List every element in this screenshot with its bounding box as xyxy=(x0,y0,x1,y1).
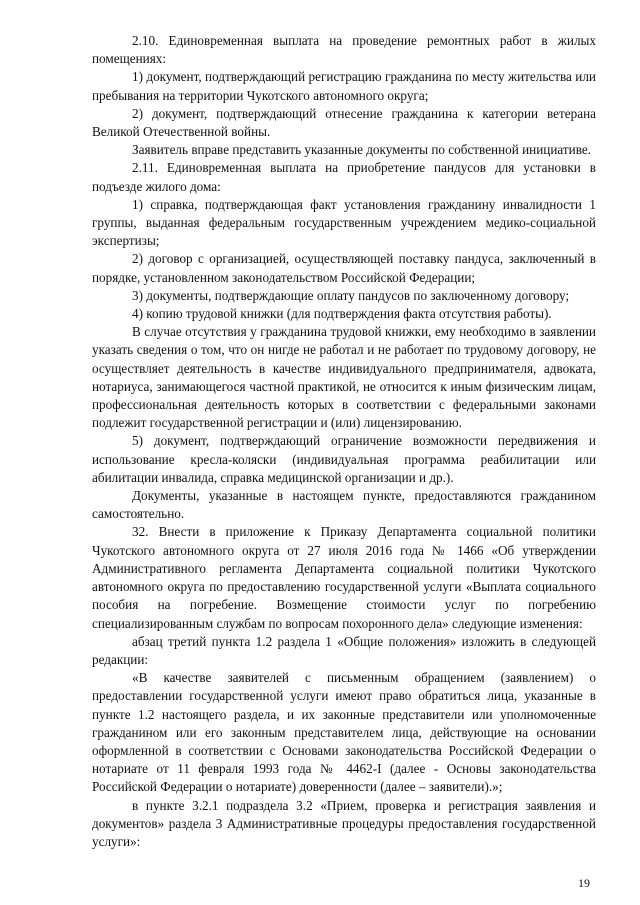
paragraph-2-11-title: 2.11. Единовременная выплата на приобретение пандусов для установки в подъезде жилого дома: xyxy=(92,160,596,194)
paragraph-2-11-item-4: 4) копию трудовой книжки (для подтверждения факта отсутствия работы). xyxy=(132,306,552,322)
paragraph-32: 32. Внести в приложение к Приказу Департамента социальной политики Чукотского автономного округа от 27 июля 2016 года № 1466 «Об утверждении Административного регламента Департамента социальной политики Чукотского автономного округа по предоставлению государственной услуги «Выплата социального пособия на погребение. Возмещение стоимости услуг по погребению специализированным службам по вопросам похоронного дела» следующие изменения: xyxy=(92,524,596,631)
paragraph-2-11-item-1: 1) справка, подтверждающая факт установления гражданину инвалидности 1 группы, выданная федеральным государственным учреждением медико-социальной экспертизы; xyxy=(92,196,596,249)
paragraph-2-10-item-1: 1) документ, подтверждающий регистрацию гражданина по месту жительства или пребывания на территории Чукотского автономного округа; xyxy=(92,69,596,103)
paragraph-2-10-item-2: 2) документ, подтверждающий отнесение гражданина к категории ветерана Великой Отечественной войны. xyxy=(92,105,596,140)
paragraph-32-amendment-2: в пункте 3.2.1 подраздела 3.2 «Прием, проверка и регистрация заявления и документов» раздела 3 Административные процедуры предоставления государственной услуги»: xyxy=(92,797,596,849)
paragraph-32-quote: «В качестве заявителей с письменным обращением (заявлением) о предоставлении государственной услуги имеют право обратиться лица, указанные в пункте 1.2 настоящего раздела, и их законные представители или уполномоченные гражданином или его законным представителем лица, действующие на основании оформленной в соответствии с Основами законодательства Российской Федерации о нотариате от 11 февраля 1993 года № 4462-I (далее - Основы законодательства Российской Федерации о нотариате) доверенности (далее – заявители).»; xyxy=(92,670,596,795)
document-body xyxy=(92,32,596,851)
paragraph-32-amendment-1: абзац третий пункта 1.2 раздела 1 «Общие положения» изложить в следующей редакции: xyxy=(92,633,596,667)
paragraph-2-11-note: Документы, указанные в настоящем пункте, предоставляются гражданином самостоятельно. xyxy=(92,488,596,522)
paragraph-2-11-item-3: 3) документы, подтверждающие оплату пандусов по заключенному договору; xyxy=(132,287,570,303)
page-number: 19 xyxy=(578,876,590,890)
paragraph-2-11-no-workbook: В случае отсутствия у гражданина трудовой книжки, ему необходимо в заявлении указать сведения о том, что он нигде не работал и не работает по трудовому договору, не осуществляет деятельность в качестве индивидуального предпринимателя, адвоката, нотариуса, занимающегося частной практикой, не относится к иным физическим лицам, профессиональная деятельность которых в соответствии с федеральными законами подлежит государственной регистрации и (или) лицензированию. xyxy=(92,324,596,431)
paragraph-2-10-title: 2.10. Единовременная выплата на проведение ремонтных работ в жилых помещениях: xyxy=(92,33,596,67)
paragraph-2-10-note: Заявитель вправе представить указанные документы по собственной инициативе. xyxy=(132,142,592,158)
paragraph-2-11-item-2: 2) договор с организацией, осуществляющей поставку пандуса, заключенный в порядке, установленном законодательством Российской Федерации; xyxy=(92,251,596,285)
paragraph-2-11-item-5: 5) документ, подтверждающий ограничение возможности передвижения и использование кресла-коляски (индивидуальная программа реабилитации или абилитации инвалида, справка медицинской организации и др.). xyxy=(92,433,596,485)
